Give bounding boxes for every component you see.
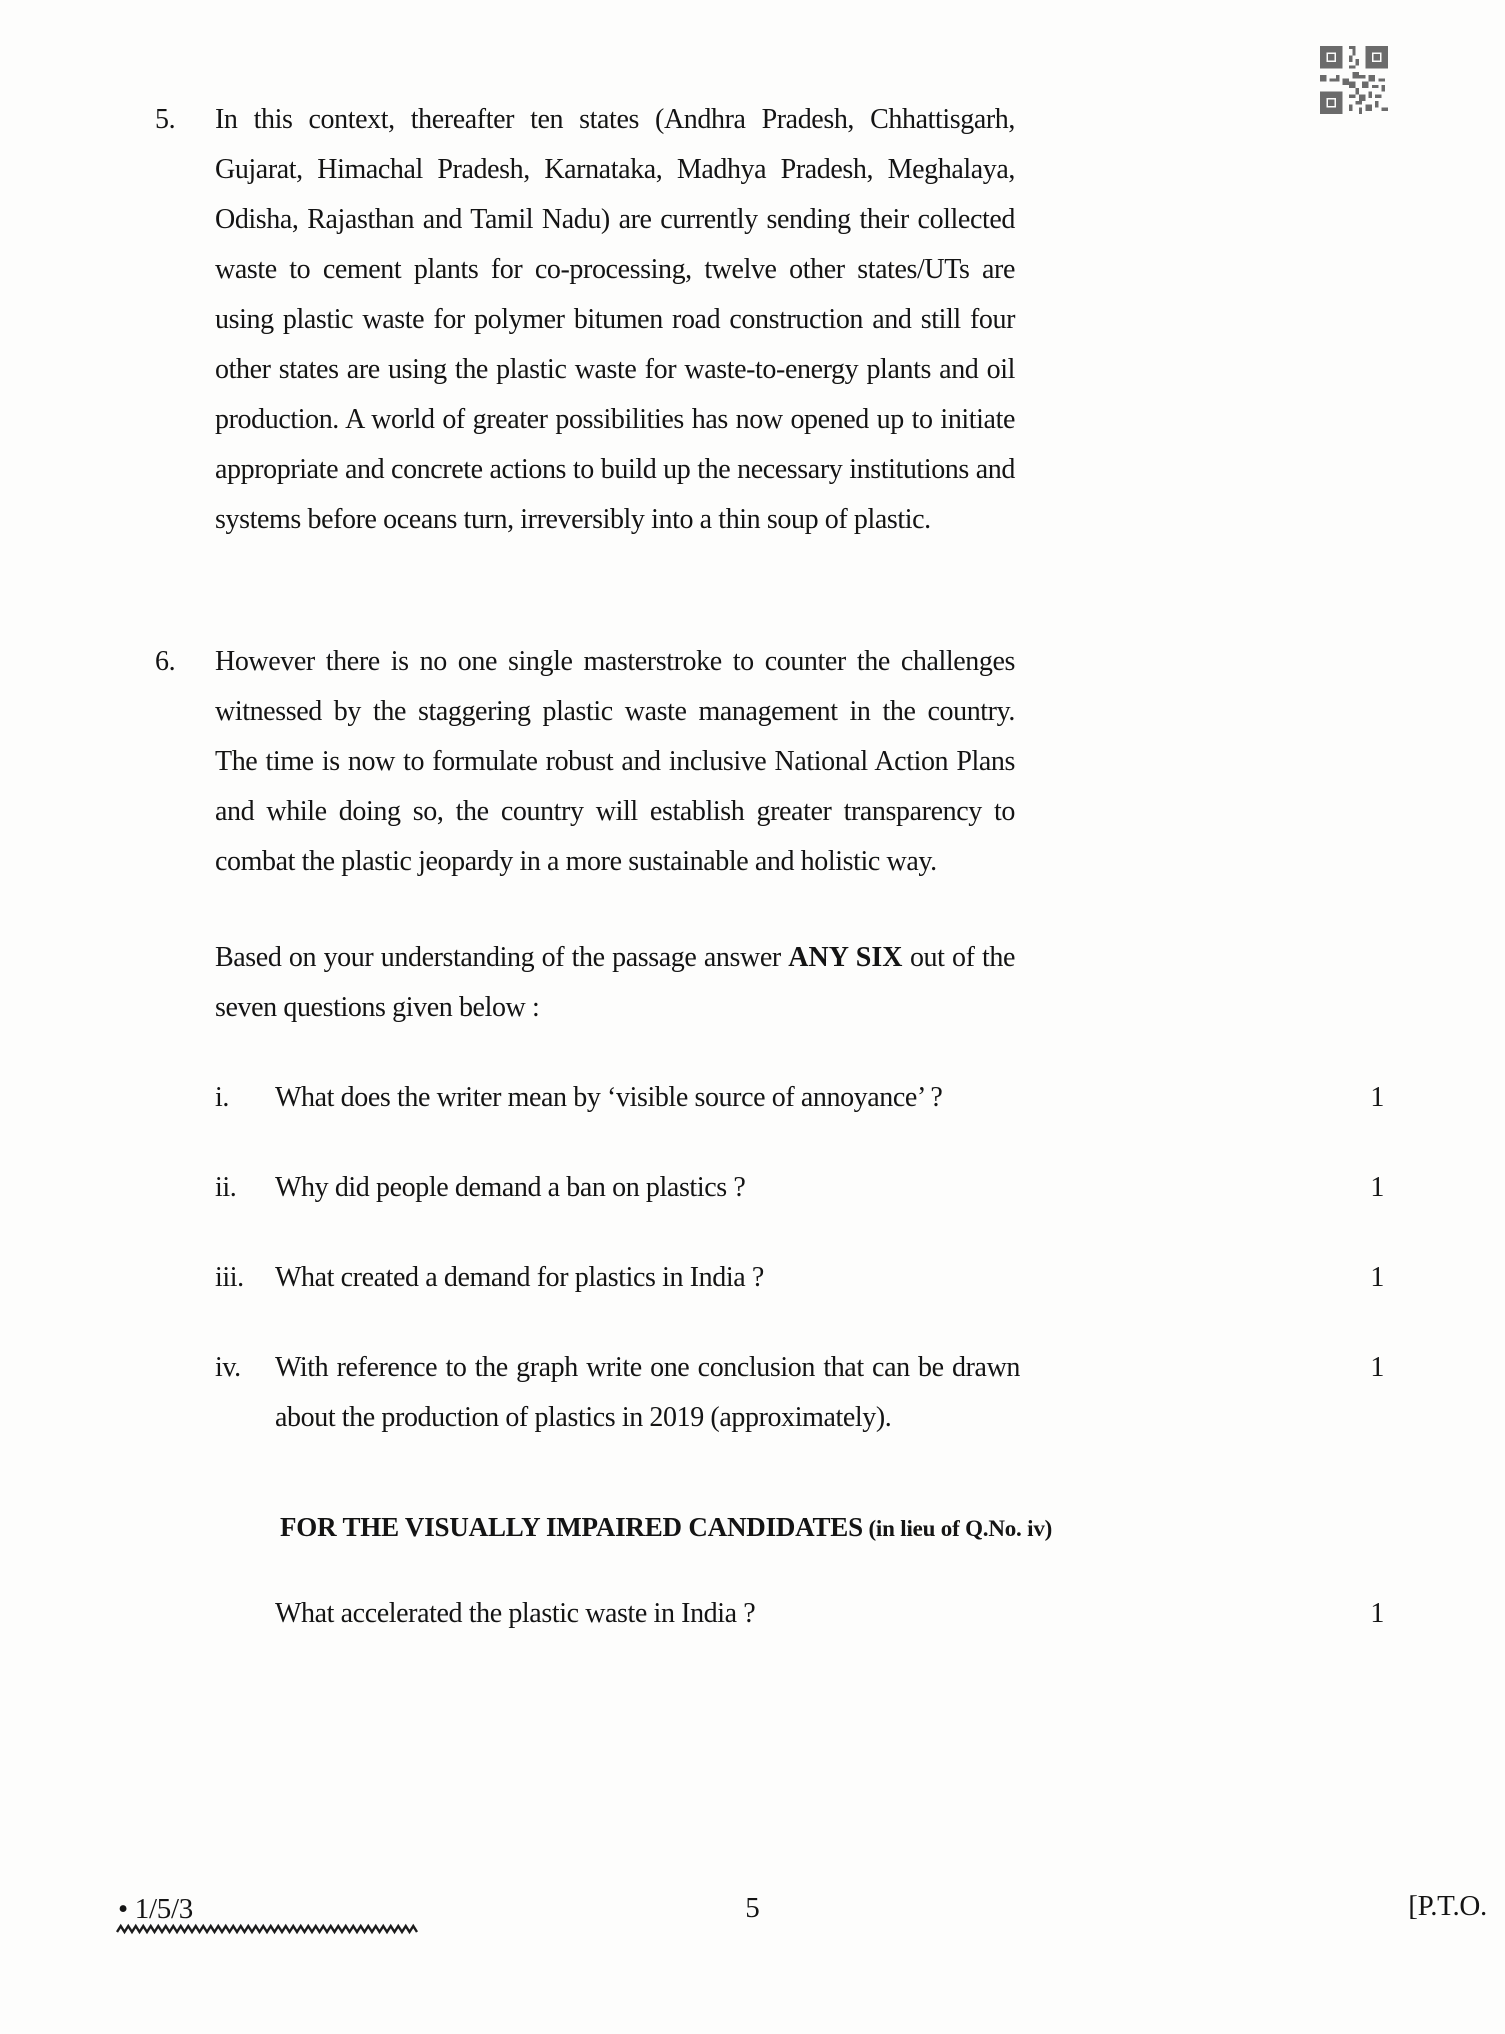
question-list bbox=[0, 1073, 1505, 1443]
footer-page-number: 5 bbox=[745, 1892, 760, 1924]
instruction-prefix: Based on your understanding of the passage answer bbox=[215, 942, 789, 973]
vi-question-marks: 1 bbox=[1370, 1598, 1384, 1629]
footer-paper-code: • 1/5/3 bbox=[118, 1893, 193, 1925]
paragraph-text: In this context, thereafter ten states (Andhra Pradesh, Chhattisgarh, Gujarat, Himachal Pradesh, Karnataka, Madhya Pradesh, Meghalaya, Odisha, Rajasthan and Tamil Nadu) are currently sending their collected waste to cement plants for co-processing, twelve other states/UTs are using plastic waste for polymer bitumen road construction and still four other states are using the plastic waste for waste-to-energy plants and oil production. A world of greater possibilities has now opened up to initiate appropriate and concrete actions to build up the necessary institutions and systems before oceans turn, irreversibly into a thin soup of plastic. bbox=[215, 104, 1015, 535]
instruction-suffix: out of the seven questions given below : bbox=[215, 942, 1015, 1023]
question-text: With reference to the graph write one conclusion that can be drawn about the production of plastics in 2019 (approximately). bbox=[275, 1352, 1020, 1433]
question-number: iv. bbox=[215, 1352, 241, 1383]
qr-code-icon bbox=[1320, 46, 1388, 114]
instruction-text bbox=[215, 933, 1015, 1033]
vi-question-text: What accelerated the plastic waste in India ? bbox=[275, 1598, 756, 1629]
paragraph-number: 6. bbox=[155, 646, 176, 677]
question-row-iii bbox=[215, 1253, 1390, 1303]
vi-heading-note: (in lieu of Q.No. iv) bbox=[862, 1516, 1053, 1541]
question-row-iv bbox=[215, 1343, 1390, 1443]
paragraph-text: However there is no one single masterstroke to counter the challenges witnessed by the staggering plastic waste management in the country. The time is now to formulate robust and inclusive National Action Plans and while doing so, the country will establish greater transparency to combat the plastic jeopardy in a more sustainable and holistic way. bbox=[215, 646, 1015, 877]
instruction-bold: ANY SIX bbox=[788, 942, 903, 973]
footer-pto-label: [P.T.O. bbox=[1408, 1890, 1487, 1922]
question-marks: 1 bbox=[1370, 1262, 1384, 1293]
question-text: What does the writer mean by ‘visible source of annoyance’ ? bbox=[275, 1082, 943, 1113]
question-marks: 1 bbox=[1370, 1352, 1384, 1383]
question-marks: 1 bbox=[1370, 1172, 1384, 1203]
visually-impaired-heading bbox=[280, 1507, 1505, 1549]
paragraph-number: 5. bbox=[155, 104, 176, 135]
passage-paragraph-6 bbox=[155, 637, 1015, 887]
visually-impaired-question-row bbox=[275, 1589, 1390, 1639]
question-marks: 1 bbox=[1370, 1082, 1384, 1113]
question-number: i. bbox=[215, 1082, 229, 1113]
question-number: iii. bbox=[215, 1262, 244, 1293]
question-text: Why did people demand a ban on plastics ? bbox=[275, 1172, 746, 1203]
passage-paragraph-5 bbox=[155, 95, 1015, 545]
question-row-ii bbox=[215, 1163, 1390, 1213]
question-number: ii. bbox=[215, 1172, 237, 1203]
question-text: What created a demand for plastics in India ? bbox=[275, 1262, 764, 1293]
vi-heading-main: FOR THE VISUALLY IMPAIRED CANDIDATES bbox=[280, 1512, 863, 1542]
question-row-i bbox=[215, 1073, 1390, 1123]
footer-squiggle-line bbox=[116, 1922, 418, 1936]
